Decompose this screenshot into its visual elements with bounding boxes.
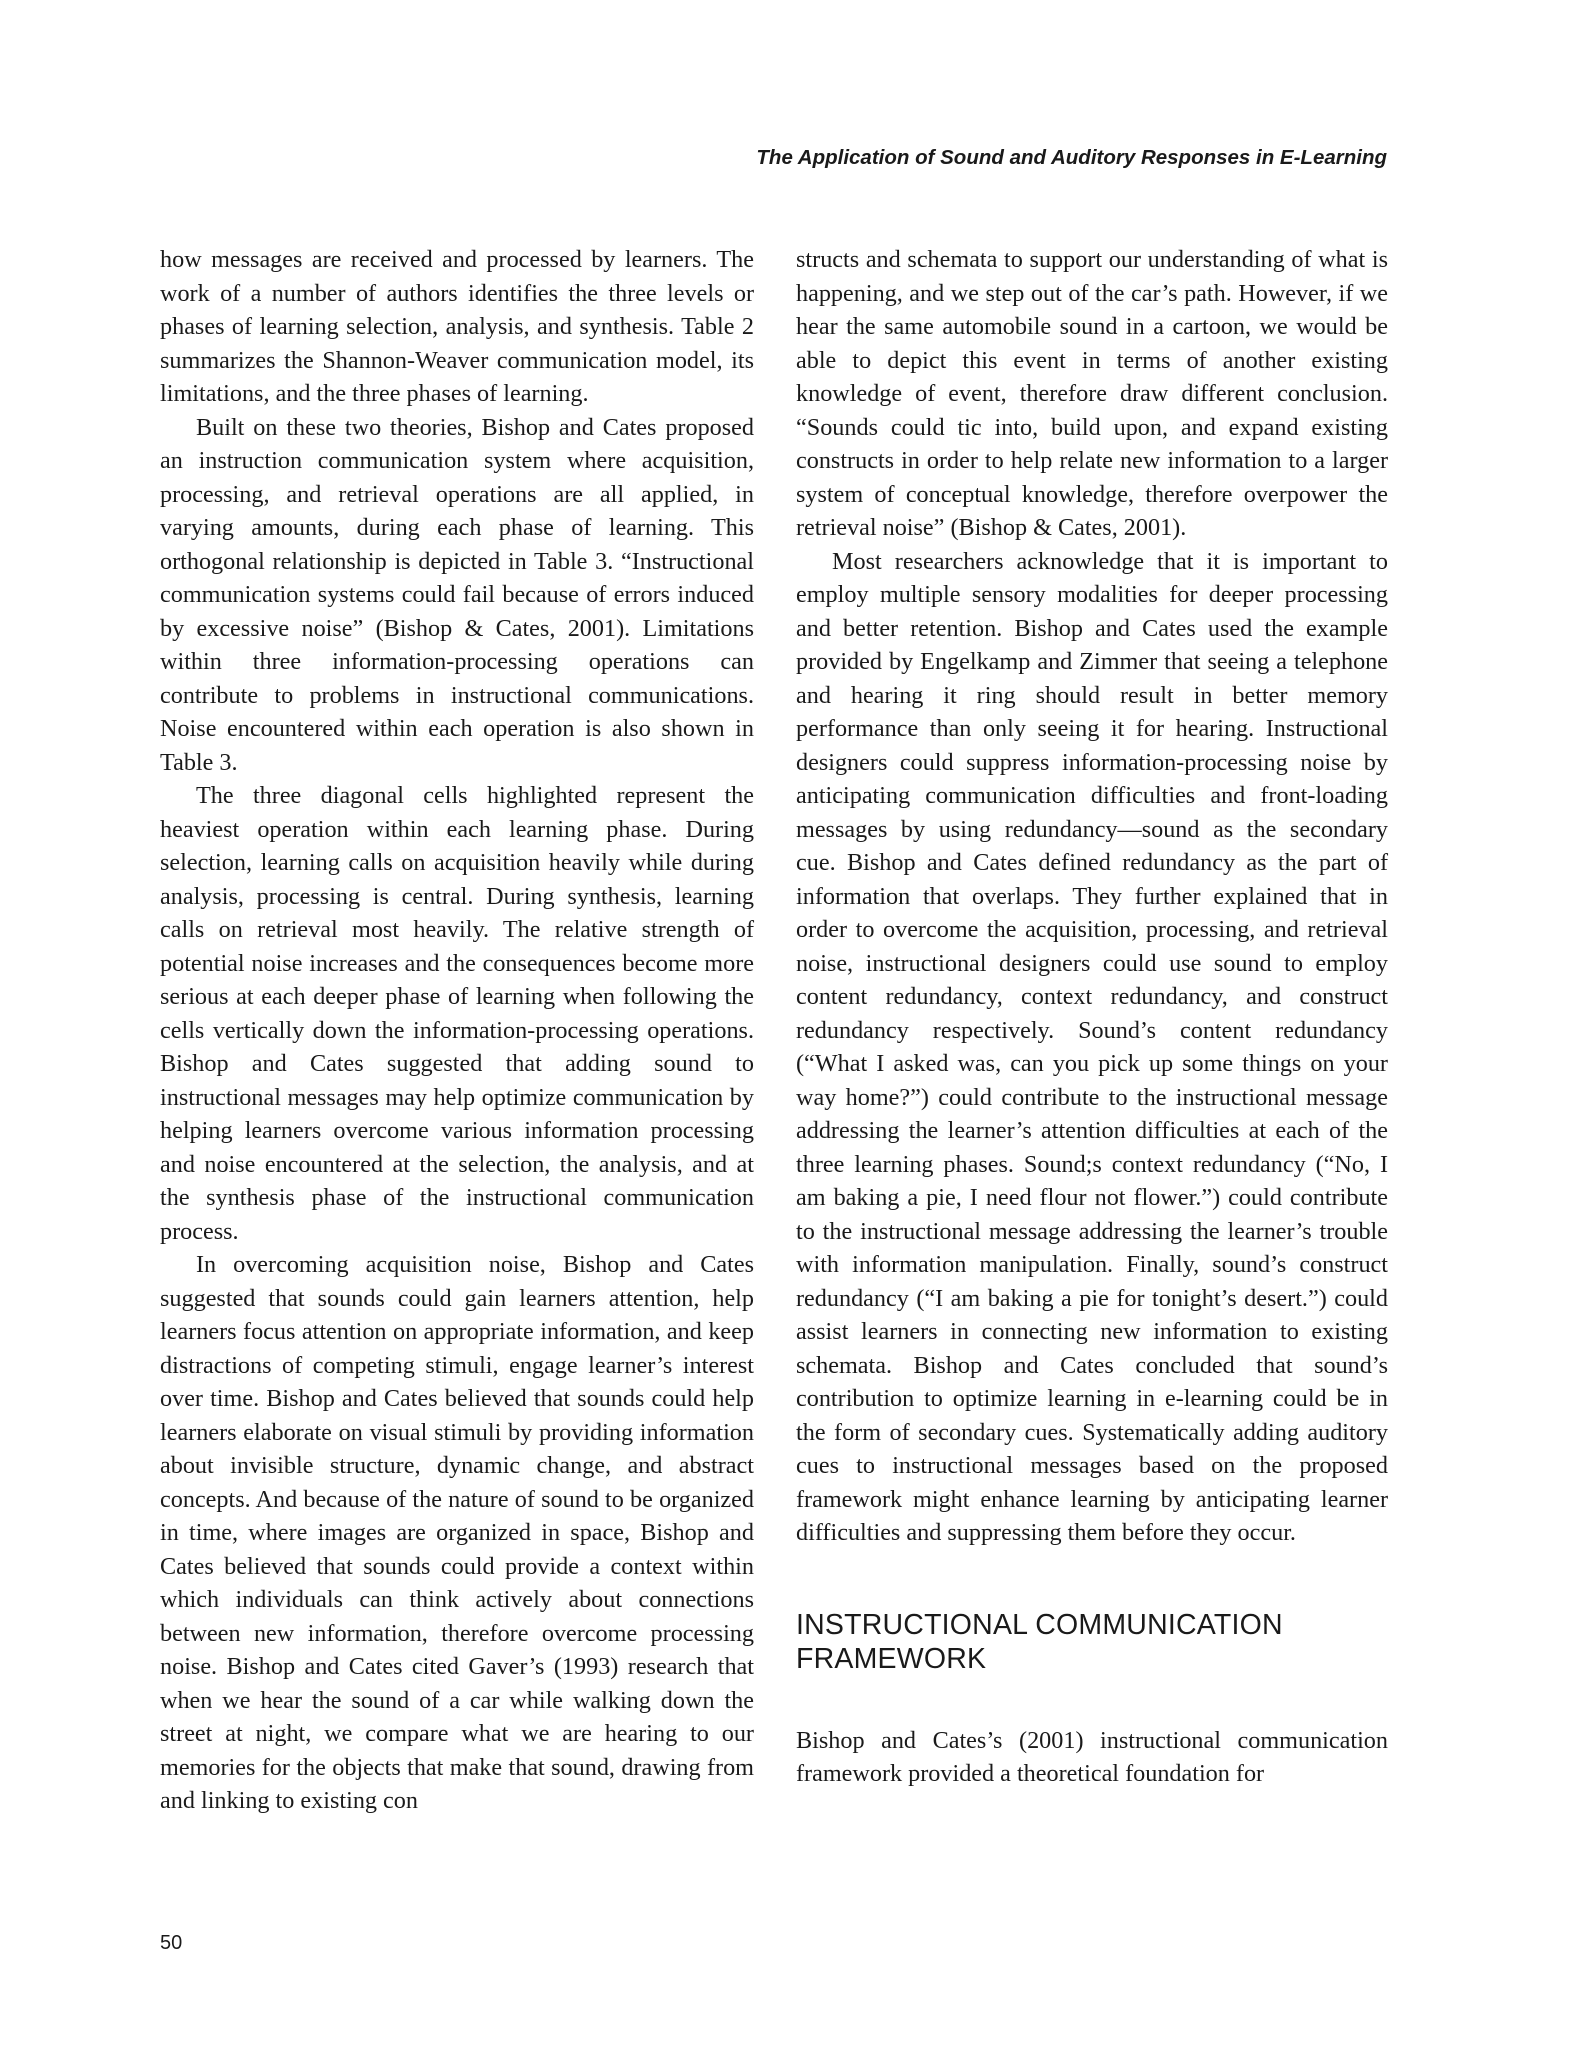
body-paragraph: In overcoming acquisition noise, Bishop and Cates suggested that sounds could gain learners attention, help learners focus attention on appropriate information, and keep distractions of competing stimuli, engage learner’s interest over time. Bishop and Cates believed that sounds could help learners elaborate on visual stimuli by providing information about invisible structure, dynamic change, and abstract concepts. And because of the nature of sound to be organized in time, where images are organized in space, Bishop and Cates believed that sounds could provide a context within which individuals can think actively about connections between new information, therefore overcome processing noise. Bishop and Cates cited Gaver’s (1993) research that when we hear the sound of a car while walking down the street at night, we compare what we are hearing to our memories for the objects that make that sound, drawing from and linking to existing con [160,1251,754,1814]
body-paragraph: Bishop and Cates’s (2001) instructional communication framework provided a theoretical foundation for [796,1726,1388,1787]
body-paragraph: Built on these two theories, Bishop and Cates proposed an instruction communication system where acquisition, processing, and retrieval operations are all applied, in varying amounts, during each phase of learning. This orthogonal relationship is depicted in Table 3. “Instructional communication systems could fail because of errors induced by excessive noise” (Bishop & Cates, 2001). Limitations within three information-processing operations can contribute to problems in instructional communications. Noise encountered within each operation is also shown in Table 3. [160,413,754,776]
left-column [160,243,754,1818]
running-head: The Application of Sound and Auditory Responses in E-Learning [756,146,1387,169]
right-column [796,243,1388,1791]
body-paragraph: The three diagonal cells highlighted represent the heaviest operation within each learning phase. During selection, learning calls on acquisition heavily while during analysis, processing is central. During synthesis, learning calls on retrieval most heavily. The relative strength of potential noise increases and the consequences become more serious at each deeper phase of learning when following the cells vertically down the information-processing operations. Bishop and Cates suggested that adding sound to instructional messages may help optimize communication by helping learners overcome various information processing and noise encountered at the selection, the analysis, and at the synthesis phase of the instructional communication process. [160,782,754,1245]
body-paragraph: Most researchers acknowledge that it is important to employ multiple sensory modalities for deeper processing and better retention. Bishop and Cates used the example provided by Engelkamp and Zimmer that seeing a telephone and hearing it ring should result in better memory performance than only seeing it for hearing. Instructional designers could suppress information-processing noise by anticipating communication difficulties and front-loading messages by using redundancy—sound as the secondary cue. Bishop and Cates defined redundancy as the part of information that overlaps. They further explained that in order to overcome the acquisition, processing, and retrieval noise, instructional designers could use sound to employ content redundancy, context redundancy, and construct redundancy respectively. Sound’s content redundancy (“What I asked was, can you pick up some things on your way home?”) could contribute to the instructional message addressing the learner’s attention difficulties at each of the three learning phases. Sound;s context redundancy (“No, I am baking a pie, I need flour not flower.”) could contribute to the instructional message addressing the learner’s trouble with information manipulation. Finally, sound’s construct redundancy (“I am baking a pie for tonight’s desert.”) could assist learners in connecting new information to existing schemata. Bishop and Cates concluded that sound’s contribution to optimize learning in e-learning could be in the form of secondary cues. Systematically adding auditory cues to instructional messages based on the proposed framework might enhance learning by anticipating learner difficulties and suppressing them before they occur. [796,547,1388,1546]
body-paragraph: structs and schemata to support our understanding of what is happening, and we step out of the car’s path. However, if we hear the same automobile sound in a cartoon, we would be able to depict this event in terms of another existing knowledge of event, therefore draw different conclusion. “Sounds could tic into, build upon, and expand existing constructs in order to help relate new information to a larger system of conceptual knowledge, therefore overpower the retrieval noise” (Bishop & Cates, 2001). [796,246,1388,541]
page-number: 50 [160,1932,183,1954]
body-paragraph: how messages are received and processed by learners. The work of a number of authors identifies the three levels or phases of learning selection, analysis, and synthesis. Table 2 summarizes the Shannon-Weaver communication model, its limitations, and the three phases of learning. [160,246,754,407]
section-heading: INSTRUCTIONAL COMMUNICATION FRAMEWORK [796,1608,1283,1675]
